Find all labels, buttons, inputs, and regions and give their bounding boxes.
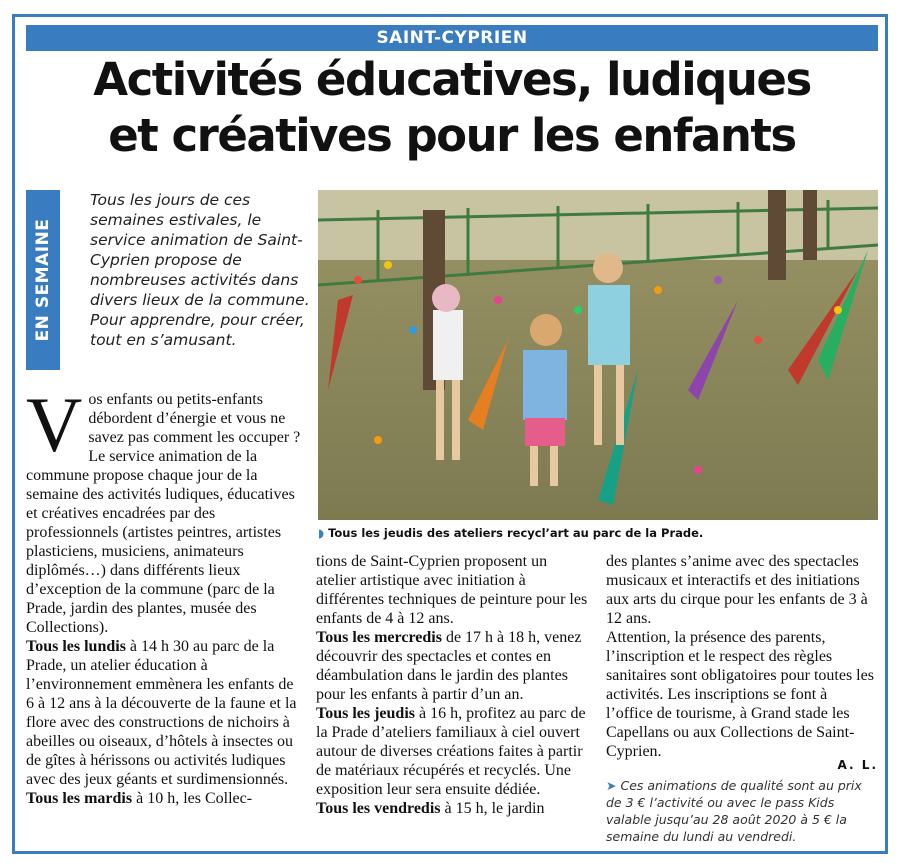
price-info bbox=[606, 777, 878, 845]
article-photo bbox=[318, 190, 878, 520]
article-column-1 bbox=[26, 381, 301, 808]
section-tag-label: EN SEMAINE bbox=[33, 218, 53, 342]
article-column-2 bbox=[316, 552, 588, 818]
paragraph-attention: Attention, la présence des parents, l’inscription et le respect des règles sanitaires sont obligatoires pour toutes les activités. Les inscriptions se font à l’office de tourisme, à Grand stade les Capellans ou aux Collections de Saint-Cyprien. bbox=[606, 629, 874, 760]
paragraph-mercredis-text: de 17 h à 18 h, venez découvrir des spectacles et contes en déambulation dans le jardin des plantes pour les enfants à partir d’un an. bbox=[316, 629, 582, 703]
headline-line-1: Activités éducatives, ludiques bbox=[93, 53, 811, 106]
photo-illustration bbox=[318, 190, 878, 520]
location-kicker: SAINT-CYPRIEN bbox=[26, 25, 878, 51]
paragraph-vendredis-text: à 15 h, le jardin bbox=[440, 800, 545, 817]
paragraph-mardis-continued: tions de Saint-Cyprien proposent un atelier artistique avec initiation à différentes techniques de peinture pour les enfants de 4 à 12 ans. bbox=[316, 553, 588, 627]
standfirst: Tous les jours de ces semaines estivales, le service animation de Saint-Cyprien propose de nombreuses activités dans divers lieux de la commune. Pour apprendre, pour créer, tout en s’amusant. bbox=[90, 191, 310, 349]
photo-caption-text: Tous les jeudis des ateliers recycl’art au parc de la Prade. bbox=[328, 526, 704, 540]
paragraph-mardis bbox=[26, 789, 301, 808]
headline-line-2: et créatives pour les enfants bbox=[108, 109, 796, 162]
paragraph-jeudis bbox=[316, 704, 588, 799]
paragraph-vendredis-continued: des plantes s’anime avec des spectacles musicaux et interactifs et des initiations aux arts du cirque pour les enfants de 3 à 12 ans. bbox=[606, 553, 868, 627]
paragraph-jeudis-text: à 16 h, profitez au parc de la Prade d’ateliers familiaux à ciel ouvert autour de diverses créations faites à partir de matériaux récupérés et recyclés. Une exposition leur sera ensuite dédiée. bbox=[316, 705, 586, 798]
lead-in-mercredis: Tous les mercredis bbox=[316, 629, 442, 646]
photo-caption bbox=[318, 526, 878, 540]
paragraph-lundis bbox=[26, 637, 301, 789]
paragraph-vendredis bbox=[316, 799, 588, 818]
article-column-3 bbox=[606, 552, 878, 761]
paragraph-mercredis bbox=[316, 628, 588, 704]
author-signature: A. L. bbox=[837, 758, 878, 772]
section-tag bbox=[26, 190, 60, 370]
lead-in-mardis: Tous les mardis bbox=[26, 790, 133, 807]
dropcap: V bbox=[26, 381, 83, 468]
article-intro-text: os enfants ou petits-enfants débordent d’énergie et vous ne savez pas comment les occuper ? Le service animation de la commune propose chaque jour de la semaine des activités ludiques, éducatives et créatives encadrées par des professionnels (artistes peintres, artistes plasticiens, musiciens, animateurs diplômés…) dans différents lieux d’exception de la commune (parc de la Prade, jardin des plantes, musée des Collections). bbox=[26, 391, 301, 636]
caption-bullet-icon: ◗ bbox=[318, 526, 325, 540]
lead-in-jeudis: Tous les jeudis bbox=[316, 705, 415, 722]
article-intro bbox=[26, 381, 301, 637]
price-info-text: Ces animations de qualité sont au prix de 3 € l’activité ou avec le pass Kids valable jusqu’au 28 août 2020 à 5 € la semaine du lundi au vendredi. bbox=[606, 778, 862, 844]
arrow-icon: ➤ bbox=[606, 778, 617, 793]
headline bbox=[26, 52, 878, 164]
lead-in-lundis: Tous les lundis bbox=[26, 638, 126, 655]
paragraph-lundis-text: à 14 h 30 au parc de la Prade, un atelier éducation à l’environnement emmènera les enfants de 6 à 12 ans à la découverte de la faune et la flore avec des constructions de nichoirs à abeilles ou oiseaux, d’hôtels à insectes ou de gîtes à hérissons ou activités ludiques avec des jeux géants et surdimensionnés. bbox=[26, 638, 297, 788]
lead-in-vendredis: Tous les vendredis bbox=[316, 800, 441, 817]
paragraph-mardis-text: à 10 h, les Collec- bbox=[132, 790, 253, 807]
